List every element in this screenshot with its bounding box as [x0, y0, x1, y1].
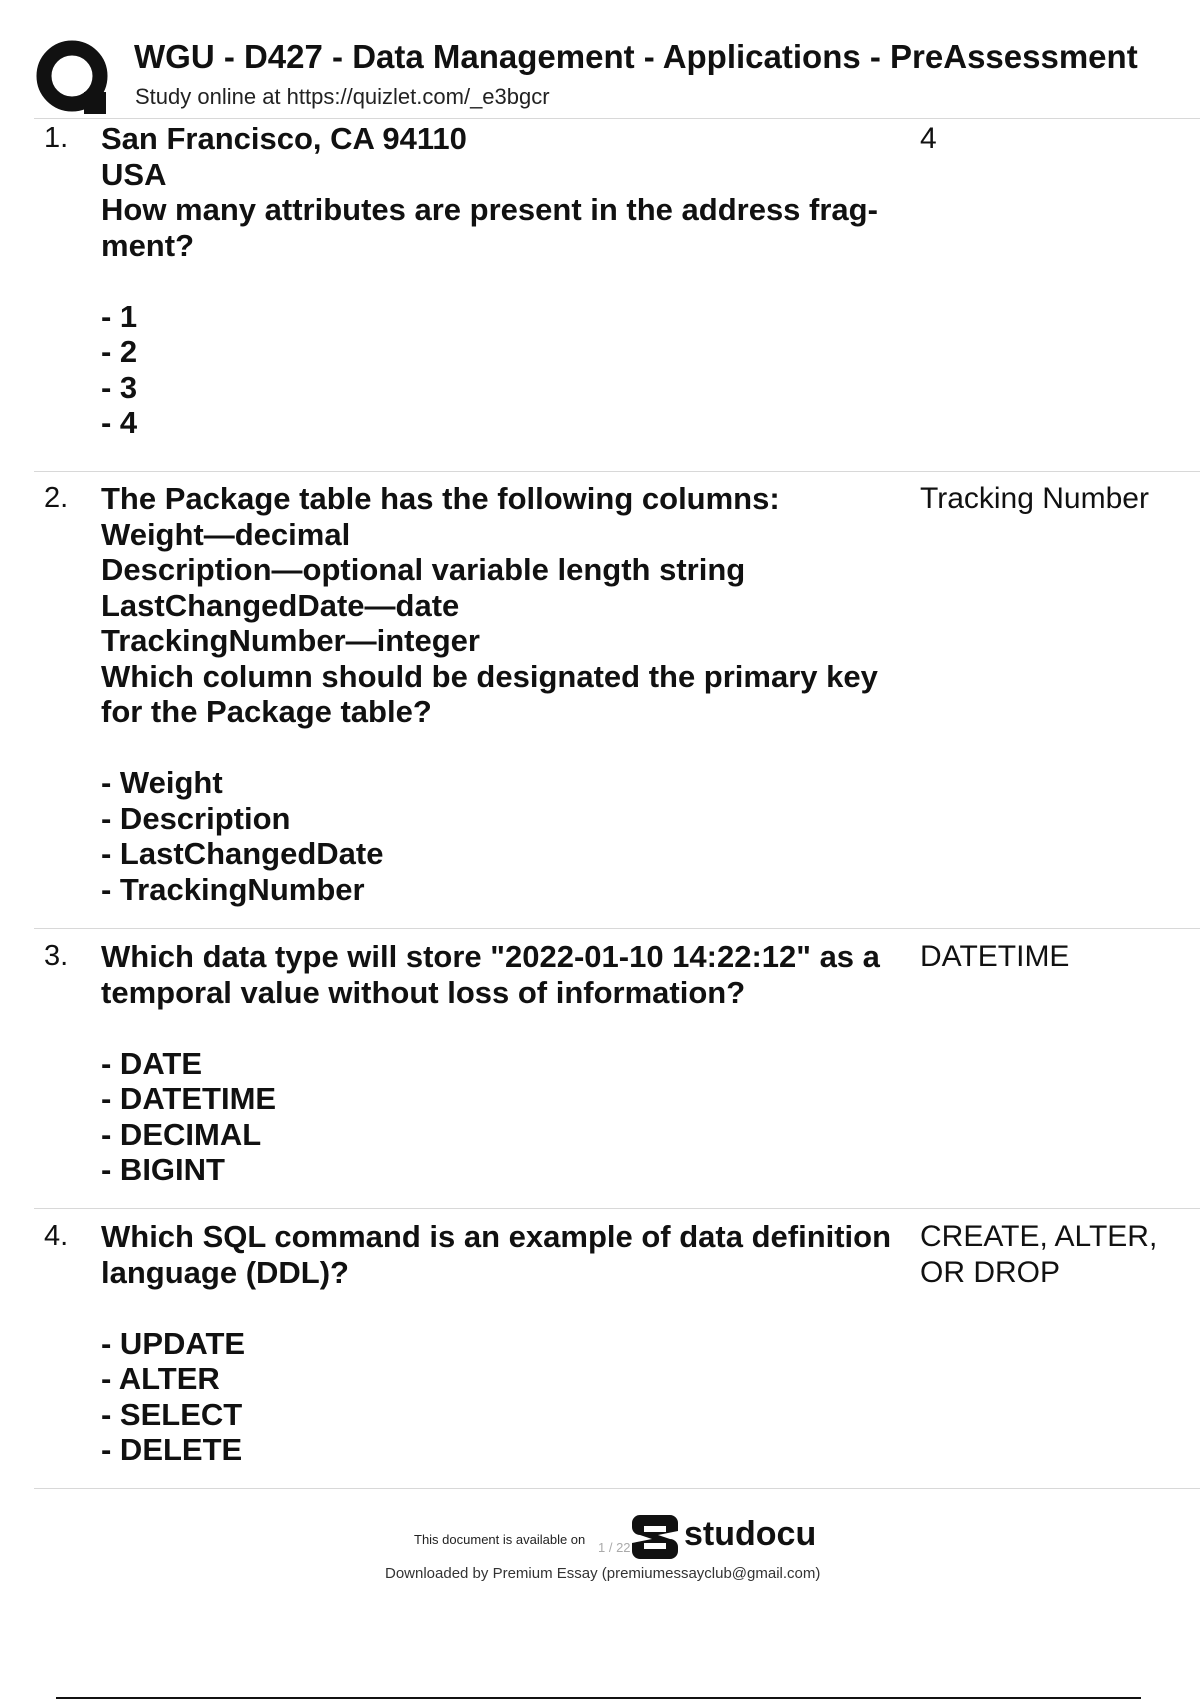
page-footer: [0, 1505, 1200, 1595]
question-line: USA: [101, 156, 167, 192]
option: - DATETIME: [101, 1081, 277, 1116]
question-line: Weight—decimal: [101, 516, 351, 552]
question-line: Description—optional variable length string: [101, 552, 746, 587]
question-line: How many attributes are present in the address frag-: [101, 192, 878, 227]
answer-text: [920, 1219, 1200, 1290]
divider: [34, 1488, 1200, 1489]
answer-line: CREATE, ALTER,: [920, 1220, 1158, 1253]
answer-line: 4: [920, 122, 937, 155]
availability-text: This document is available on: [414, 1532, 586, 1547]
answer-line: DATETIME: [920, 940, 1070, 973]
question-line: The Package table has the following columns:: [101, 481, 780, 516]
option: - DECIMAL: [101, 1116, 262, 1152]
question-line: Which column should be designated the primary key: [101, 658, 878, 694]
option: - Weight: [101, 765, 223, 800]
question-line: TrackingNumber—integer: [101, 623, 480, 658]
question-line: San Francisco, CA 94110: [101, 121, 467, 156]
answer-text: [920, 939, 1200, 975]
question-line: temporal value without loss of information?: [101, 974, 746, 1010]
divider: [34, 118, 1200, 119]
option: - 4: [101, 405, 138, 440]
page-header: [34, 34, 1200, 122]
studocu-logo-icon[interactable]: [630, 1513, 680, 1561]
answer-line: Tracking Number: [920, 482, 1149, 515]
divider: [34, 471, 1200, 472]
page-indicator: 1 / 22: [598, 1540, 631, 1555]
option: - SELECT: [101, 1396, 243, 1432]
downloaded-by-text: Downloaded by Premium Essay (premiumessayclub@gmail.com): [385, 1565, 821, 1582]
question-number: 4.: [44, 1220, 69, 1252]
option: - DELETE: [101, 1432, 243, 1467]
option: - TrackingNumber: [101, 871, 365, 907]
quizlet-logo-icon: [34, 38, 114, 118]
divider: [34, 1208, 1200, 1209]
studocu-brand[interactable]: studocu: [684, 1515, 817, 1553]
question-line: LastChangedDate—date: [101, 587, 460, 623]
option: - BIGINT: [101, 1152, 225, 1187]
option: - LastChangedDate: [101, 836, 384, 871]
question-line: ment?: [101, 227, 194, 263]
question-text: [101, 939, 951, 1188]
option: - 1: [101, 298, 138, 334]
question-text: [101, 121, 951, 441]
question-number: 1.: [44, 122, 69, 154]
question-line: for the Package table?: [101, 694, 432, 729]
question-line: Which SQL command is an example of data definition: [101, 1219, 892, 1254]
option: - 2: [101, 334, 138, 369]
question-line: language (DDL)?: [101, 1254, 349, 1290]
option: - 3: [101, 369, 138, 405]
study-link-text: Study online at https://quizlet.com/_e3bgcr: [135, 84, 550, 109]
answer-line: OR DROP: [920, 1255, 1061, 1289]
divider: [34, 928, 1200, 929]
document-title: WGU - D427 - Data Management - Applications - PreAssessment: [134, 38, 1138, 75]
option: - Description: [101, 800, 291, 836]
question-number: 2.: [44, 482, 69, 514]
question-text: [101, 481, 951, 907]
question-text: [101, 1219, 951, 1468]
option: - DATE: [101, 1045, 203, 1081]
option: - ALTER: [101, 1361, 220, 1396]
answer-text: [920, 481, 1200, 517]
option: - UPDATE: [101, 1325, 246, 1361]
question-line: Which data type will store "2022-01-10 14:22:12" as a: [101, 939, 880, 974]
page-bottom-border: [56, 1697, 1141, 1699]
answer-text: [920, 121, 1200, 157]
question-number: 3.: [44, 940, 69, 972]
